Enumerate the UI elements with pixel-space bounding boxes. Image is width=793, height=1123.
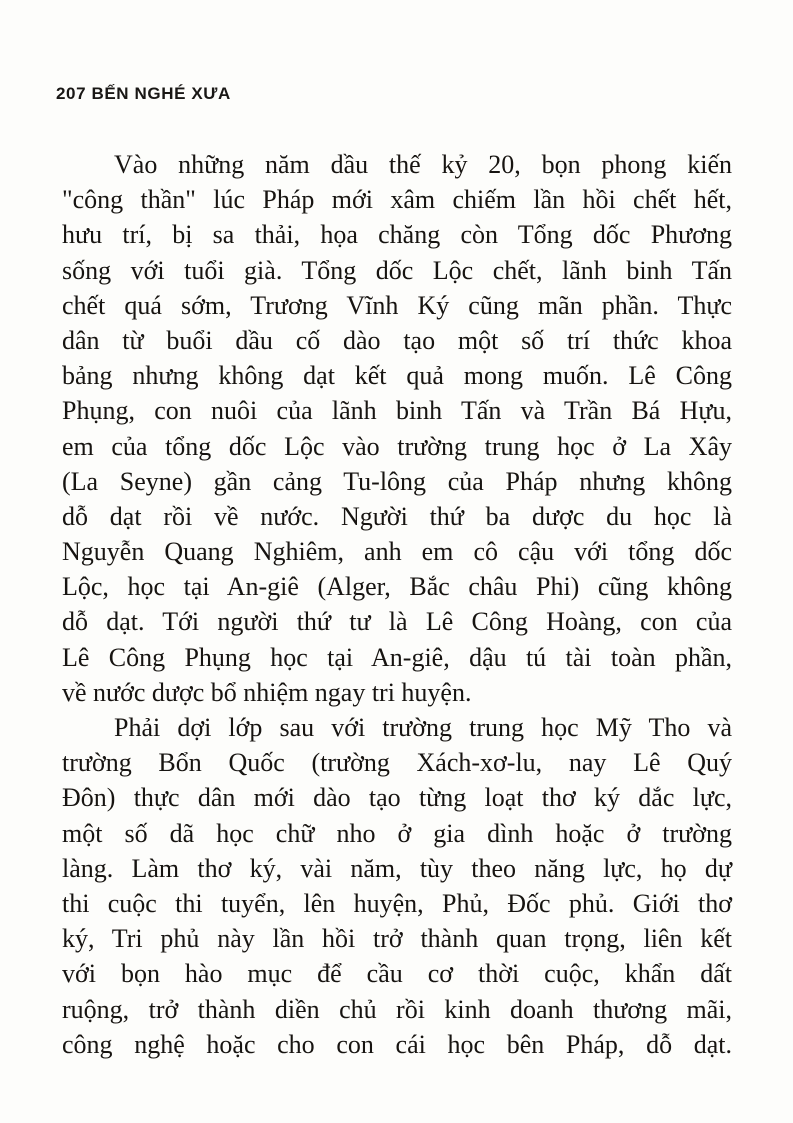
text-line: thi cuộc thi tuyển, lên huyện, Phủ, Đốc phủ. Giới thơ: [62, 888, 732, 918]
paragraph: [62, 147, 732, 710]
running-header: 207 BẾN NGHÉ XƯA: [56, 84, 231, 103]
text-line: Lê Công Phụng học tại An-giê, dậu tú tài toàn phần,: [62, 642, 732, 672]
text-line: bảng nhưng không dạt kết quả mong muốn. Lê Công: [62, 361, 732, 391]
text-line: Lộc, học tại An-giê (Alger, Bắc châu Phi) cũng không: [62, 572, 732, 602]
text-line: ký, Tri phủ này lần hồi trở thành quan trọng, liên kết: [62, 924, 732, 954]
text-line: Phải dợi lớp sau với trường trung học Mỹ Tho và: [114, 713, 732, 742]
text-line: về nước dược bổ nhiệm ngay tri huyện.: [62, 677, 472, 707]
text-line: Phụng, con nuôi của lãnh binh Tấn và Trần Bá Hựu,: [62, 396, 732, 426]
text-line: một số dã học chữ nho ở gia dình hoặc ở trường: [62, 818, 732, 848]
text-line: Vào những năm dầu thế kỷ 20, bọn phong kiến: [114, 150, 732, 179]
text-block: [62, 147, 732, 1062]
text-line: sống với tuổi già. Tổng dốc Lộc chết, lãnh binh Tấn: [62, 255, 732, 285]
text-line: hưu trí, bị sa thải, họa chăng còn Tổng dốc Phương: [62, 220, 732, 250]
text-line: Đôn) thực dân mới dào tạo từng loạt thơ ký dắc lực,: [62, 783, 732, 813]
text-line: (La Seyne) gần cảng Tu-lông của Pháp nhưng không: [62, 466, 732, 496]
text-line: công nghệ hoặc cho con cái học bên Pháp, dỗ dạt.: [62, 1029, 732, 1059]
text-line: em của tổng dốc Lộc vào trường trung học ở La Xây: [62, 431, 732, 461]
text-line: dỗ dạt. Tới người thứ tư là Lê Công Hoàng, con của: [62, 607, 732, 637]
text-line: Nguyễn Quang Nghiêm, anh em cô cậu với tổng dốc: [62, 537, 732, 567]
text-line: trường Bổn Quốc (trường Xách-xơ-lu, nay Lê Quý: [62, 748, 732, 778]
paragraph: [62, 710, 732, 1062]
text-line: dỗ dạt rồi về nước. Người thứ ba dược du học là: [62, 501, 732, 531]
text-line: ruộng, trở thành diền chủ rồi kinh doanh thương mãi,: [62, 994, 732, 1024]
text-line: dân từ buổi dầu cố dào tạo một số trí thức khoa: [62, 325, 732, 355]
text-line: với bọn hào mục để cầu cơ thời cuộc, khẩn dất: [62, 959, 732, 989]
text-line: "công thần" lúc Pháp mới xâm chiếm lần hồi chết hết,: [62, 185, 732, 215]
text-line: làng. Làm thơ ký, vài năm, tùy theo năng lực, họ dự: [62, 853, 732, 883]
text-line: chết quá sớm, Trương Vĩnh Ký cũng mãn phần. Thực: [62, 290, 732, 320]
